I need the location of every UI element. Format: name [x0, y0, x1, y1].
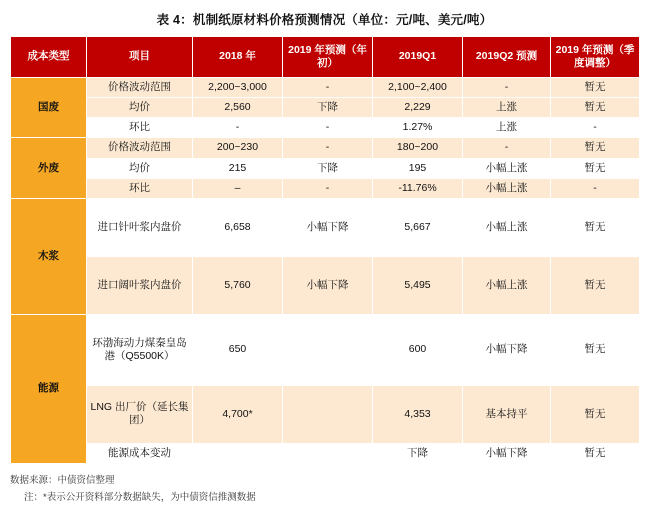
cell-value: 下降 — [283, 98, 373, 118]
cell-value: 上涨 — [463, 98, 551, 118]
table-row — [11, 198, 640, 256]
cell-value: 小幅上涨 — [463, 178, 551, 198]
cell-value: 1.27% — [373, 118, 463, 138]
cell-value: -11.76% — [373, 178, 463, 198]
table-row — [11, 118, 640, 138]
cell-value: 195 — [373, 158, 463, 178]
cell-value: - — [283, 78, 373, 98]
column-header-2019-forecast-start: 2019 年预测（年初） — [283, 37, 373, 78]
column-header-cost-type: 成本类型 — [11, 37, 87, 78]
page-title: 表 4：机制纸原材料价格预测情况（单位：元/吨、美元/吨） — [156, 13, 493, 27]
cell-value: 下降 — [283, 158, 373, 178]
row-item-label: 价格波动范围 — [87, 138, 193, 158]
cell-value: - — [193, 118, 283, 138]
table-row — [11, 98, 640, 118]
cell-value: 上涨 — [463, 118, 551, 138]
price-forecast-table — [10, 36, 640, 464]
cell-value: 600 — [373, 314, 463, 385]
cell-value: 180~200 — [373, 138, 463, 158]
row-item-label: 进口阔叶浆内盘价 — [87, 256, 193, 314]
cell-value: - — [551, 178, 640, 198]
column-header-item: 项目 — [87, 37, 193, 78]
cell-value: 小幅上涨 — [463, 158, 551, 178]
category-cell-guofei: 国废 — [11, 78, 87, 138]
cell-value: - — [463, 138, 551, 158]
cell-value: 暂无 — [551, 198, 640, 256]
row-item-label: 环比 — [87, 178, 193, 198]
cell-value: 基本持平 — [463, 385, 551, 443]
table-row — [11, 138, 640, 158]
row-item-label: 均价 — [87, 98, 193, 118]
row-item-label: 进口针叶浆内盘价 — [87, 198, 193, 256]
cell-value: 暂无 — [551, 98, 640, 118]
cell-value: 小幅下降 — [283, 198, 373, 256]
row-item-label: 能源成本变动 — [87, 443, 193, 463]
cell-value: 4,353 — [373, 385, 463, 443]
cell-value: 下降 — [373, 443, 463, 463]
cell-value — [283, 443, 373, 463]
cell-value: 小幅下降 — [463, 314, 551, 385]
cell-value: 200~230 — [193, 138, 283, 158]
cell-value — [283, 385, 373, 443]
cell-value: 2,229 — [373, 98, 463, 118]
cell-value: 暂无 — [551, 158, 640, 178]
cell-value: 小幅上涨 — [463, 198, 551, 256]
table-row — [11, 443, 640, 463]
cell-value: 2,100~2,400 — [373, 78, 463, 98]
table-header-row — [11, 37, 640, 78]
table-row — [11, 158, 640, 178]
table-row — [11, 78, 640, 98]
cell-value: 5,760 — [193, 256, 283, 314]
table-notes — [10, 473, 639, 505]
column-header-2019-forecast-quarterly: 2019 年预测（季度调整） — [551, 37, 640, 78]
table-row — [11, 178, 640, 198]
row-item-label: 价格波动范围 — [87, 78, 193, 98]
column-header-2018: 2018 年 — [193, 37, 283, 78]
cell-value: - — [283, 178, 373, 198]
cell-value: - — [463, 78, 551, 98]
note-source: 数据来源：中债资信整理 — [10, 474, 115, 486]
cell-value: - — [283, 118, 373, 138]
table-row — [11, 314, 640, 385]
cell-value: - — [551, 118, 640, 138]
row-item-label: 环渤海动力煤秦皇岛港（Q5500K） — [87, 314, 193, 385]
category-cell-waifei: 外废 — [11, 138, 87, 198]
cell-value: - — [283, 138, 373, 158]
cell-value: 215 — [193, 158, 283, 178]
column-header-2019q2-forecast: 2019Q2 预测 — [463, 37, 551, 78]
cell-value: 暂无 — [551, 138, 640, 158]
cell-value: 6,658 — [193, 198, 283, 256]
category-cell-nengyuan: 能源 — [11, 314, 87, 463]
cell-value — [193, 443, 283, 463]
cell-value: 5,495 — [373, 256, 463, 314]
cell-value: 小幅上涨 — [463, 256, 551, 314]
row-item-label: LNG 出厂价（延长集团） — [87, 385, 193, 443]
cell-value: 暂无 — [551, 78, 640, 98]
cell-value: 650 — [193, 314, 283, 385]
cell-value: 暂无 — [551, 443, 640, 463]
table-row — [11, 256, 640, 314]
table-row — [11, 385, 640, 443]
cell-value: 4,700* — [193, 385, 283, 443]
cell-value: 2,560 — [193, 98, 283, 118]
cell-value: 2,200~3,000 — [193, 78, 283, 98]
cell-value: 暂无 — [551, 314, 640, 385]
cell-value: 小幅下降 — [283, 256, 373, 314]
note-footnote: 注：*表示公开资料部分数据缺失，为中债资信推测数据 — [24, 492, 256, 504]
row-item-label: 均价 — [87, 158, 193, 178]
column-header-2019q1: 2019Q1 — [373, 37, 463, 78]
row-item-label: 环比 — [87, 118, 193, 138]
cell-value — [283, 314, 373, 385]
cell-value: 暂无 — [551, 256, 640, 314]
cell-value: 小幅下降 — [463, 443, 551, 463]
cell-value: – — [193, 178, 283, 198]
cell-value: 5,667 — [373, 198, 463, 256]
category-cell-mujiang: 木浆 — [11, 198, 87, 314]
cell-value: 暂无 — [551, 385, 640, 443]
